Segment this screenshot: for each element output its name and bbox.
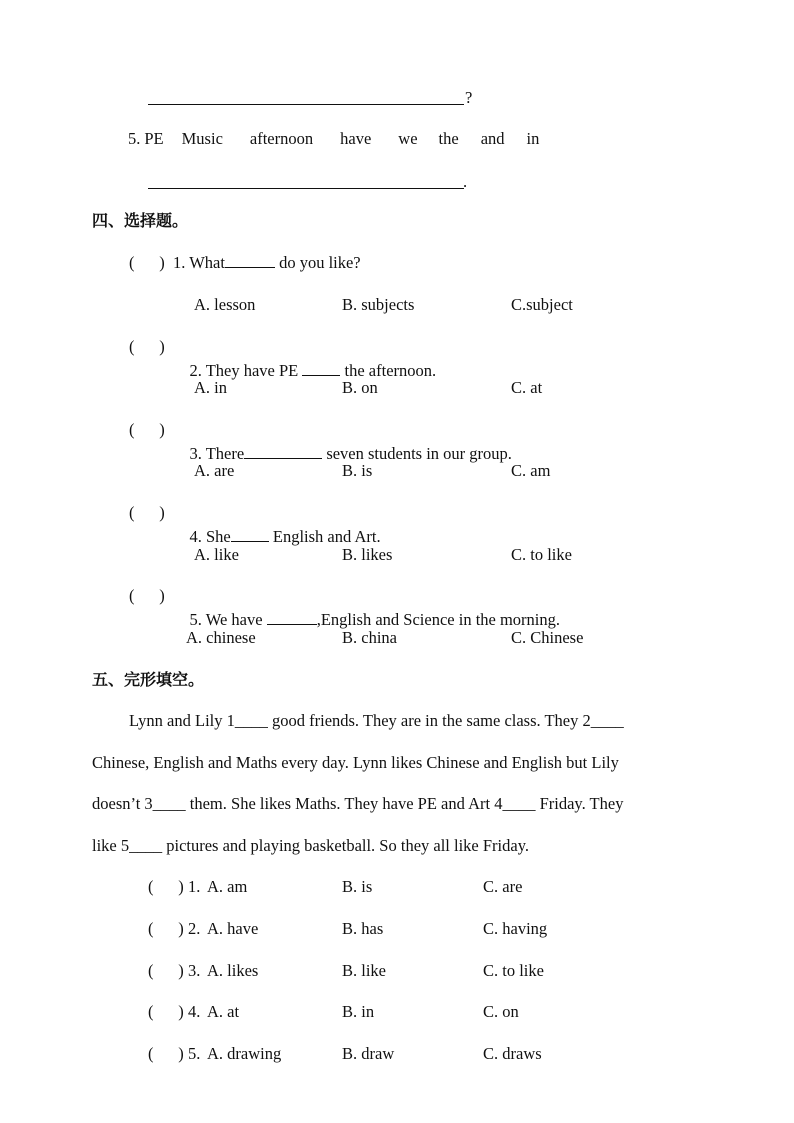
answer-paren[interactable]: ( ): [129, 503, 165, 522]
q5-word: we: [398, 129, 418, 148]
option-b[interactable]: B. on: [342, 378, 378, 397]
option-b[interactable]: B. is: [342, 461, 373, 480]
option-b[interactable]: B. like: [342, 961, 386, 980]
section4-heading: 四、选择题。: [92, 211, 189, 230]
question-text: She: [206, 527, 231, 546]
fill-blank[interactable]: [267, 608, 317, 625]
option-a[interactable]: A. likes: [207, 961, 259, 980]
option-c[interactable]: C. to like: [483, 961, 544, 980]
question-number: 2.: [188, 919, 201, 938]
answer-paren[interactable]: ( ): [148, 919, 184, 938]
passage-line: Chinese, English and Maths every day. Lynn likes Chinese and English but Lily: [92, 753, 619, 772]
option-a[interactable]: A. at: [207, 1002, 240, 1021]
answer-paren[interactable]: ( ): [148, 1044, 184, 1063]
question-number: 1.: [173, 253, 186, 272]
fill-blank[interactable]: [302, 359, 340, 376]
fill-blank[interactable]: [231, 525, 269, 542]
passage-line: Lynn and Lily 1____ good friends. They are in the same class. They 2____: [129, 711, 624, 730]
q5-word: Music: [181, 129, 223, 148]
section5-heading: 五、完形填空。: [92, 670, 205, 689]
question-number: 5.: [189, 610, 202, 629]
answer-line-q4[interactable]: [148, 103, 464, 105]
answer-paren[interactable]: ( ): [129, 337, 165, 356]
question-4-1: [173, 251, 361, 275]
question-text: seven students in our group.: [322, 444, 512, 463]
option-a[interactable]: A. drawing: [207, 1044, 282, 1063]
passage-line: doesn’t 3____ them. She likes Maths. They have PE and Art 4____ Friday. They: [92, 794, 624, 813]
q5-word: have: [340, 129, 372, 148]
option-c[interactable]: C. at: [511, 378, 543, 397]
answer-paren[interactable]: ( ): [129, 420, 165, 439]
q5-number: 5.: [128, 129, 141, 148]
question-number: 2.: [189, 361, 202, 380]
option-c[interactable]: C. on: [483, 1002, 519, 1021]
answer-line-q5[interactable]: [148, 187, 464, 189]
option-a[interactable]: A. am: [207, 877, 248, 896]
option-c[interactable]: C. Chinese: [511, 628, 584, 647]
option-b[interactable]: B. subjects: [342, 295, 415, 314]
option-b[interactable]: B. china: [342, 628, 397, 647]
option-b[interactable]: B. is: [342, 877, 373, 896]
q5-word: afternoon: [249, 129, 314, 148]
question-text: What: [189, 253, 225, 272]
question-number: 1.: [188, 877, 201, 896]
question-text: We have: [205, 610, 267, 629]
question-text: They have PE: [205, 361, 303, 380]
option-c[interactable]: C. draws: [483, 1044, 542, 1063]
option-b[interactable]: B. draw: [342, 1044, 395, 1063]
answer-paren[interactable]: ( ): [148, 961, 184, 980]
option-c[interactable]: C.subject: [511, 295, 573, 314]
q5-scramble-words: [128, 127, 539, 151]
question-text: the afternoon.: [340, 361, 437, 380]
fill-blank[interactable]: [244, 442, 322, 459]
answer-paren[interactable]: ( ): [148, 1002, 184, 1021]
answer-paren[interactable]: ( ): [148, 877, 184, 896]
answer-paren[interactable]: ( ): [129, 586, 165, 605]
question-text: English and Art.: [268, 527, 381, 546]
question-number: 3.: [189, 444, 202, 463]
question-text: ,English and Science in the morning.: [316, 610, 561, 629]
option-b[interactable]: B. in: [342, 1002, 375, 1021]
option-a[interactable]: A. in: [194, 378, 227, 397]
q5-end-mark: .: [463, 172, 468, 191]
option-b[interactable]: B. likes: [342, 545, 393, 564]
q5-word: the: [438, 129, 459, 148]
option-a[interactable]: A. are: [194, 461, 235, 480]
option-a[interactable]: A. like: [194, 545, 239, 564]
option-c[interactable]: C. to like: [511, 545, 572, 564]
question-number: 4.: [189, 527, 202, 546]
option-c[interactable]: C. am: [511, 461, 551, 480]
question-number: 3.: [188, 961, 201, 980]
question-text: do you like?: [274, 253, 361, 272]
q5-word: in: [526, 129, 540, 148]
passage-line: like 5____ pictures and playing basketball. So they all like Friday.: [92, 836, 530, 855]
q4-end-mark: ?: [465, 88, 473, 107]
question-number: 5.: [188, 1044, 201, 1063]
option-c[interactable]: C. having: [483, 919, 548, 938]
option-a[interactable]: A. chinese: [186, 628, 256, 647]
option-b[interactable]: B. has: [342, 919, 384, 938]
q5-word: and: [480, 129, 505, 148]
question-number: 4.: [188, 1002, 201, 1021]
option-a[interactable]: A. lesson: [194, 295, 256, 314]
option-a[interactable]: A. have: [207, 919, 259, 938]
answer-paren[interactable]: ( ): [129, 253, 165, 272]
fill-blank[interactable]: [225, 251, 275, 268]
question-text: There: [205, 444, 245, 463]
q5-word: PE: [144, 129, 164, 148]
option-c[interactable]: C. are: [483, 877, 523, 896]
